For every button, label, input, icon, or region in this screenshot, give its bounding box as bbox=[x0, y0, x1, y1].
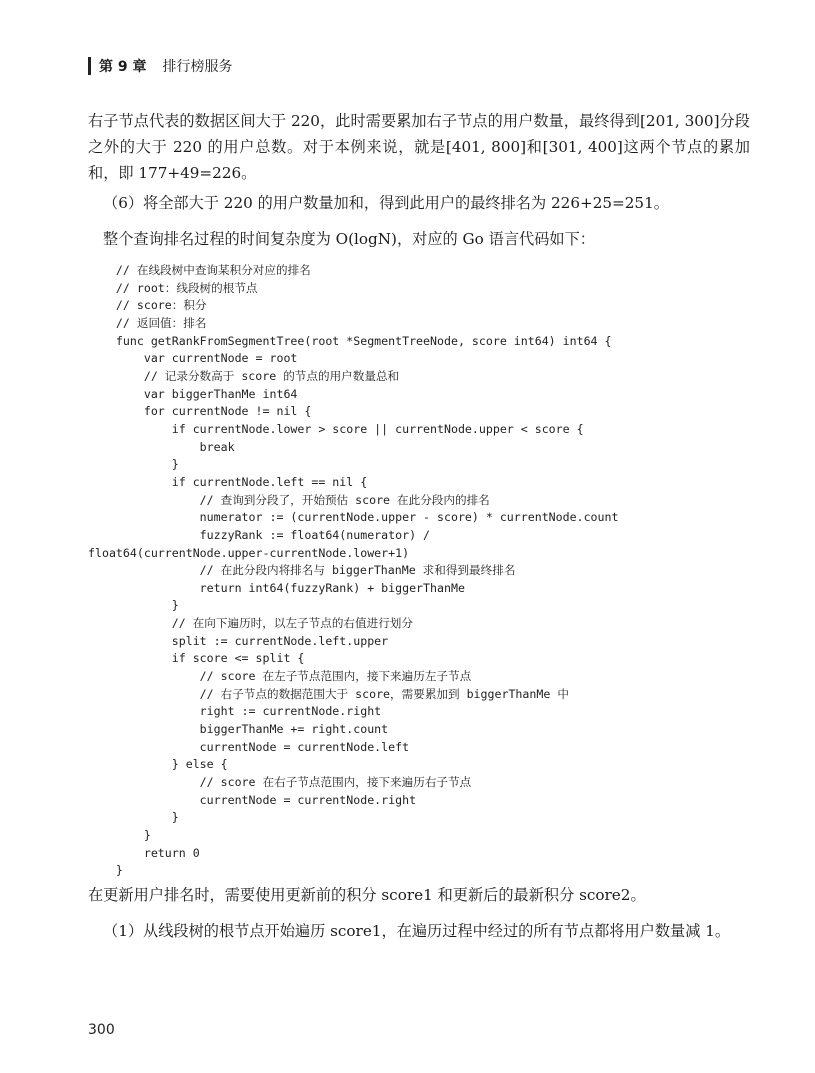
code-line: } bbox=[88, 810, 179, 825]
code-line: // score 在左子节点范围内，接下来遍历左子节点 bbox=[88, 669, 472, 684]
code-line: biggerThanMe += right.count bbox=[88, 722, 389, 737]
code-line: if score <= split { bbox=[88, 651, 305, 666]
code-line: } bbox=[88, 598, 179, 613]
code-line: } bbox=[88, 457, 179, 472]
code-line: split := currentNode.left.upper bbox=[88, 633, 389, 648]
code-line: return 0 bbox=[88, 845, 200, 860]
code-line: } bbox=[88, 863, 123, 878]
chapter-title: 排行榜服务 bbox=[162, 59, 233, 75]
code-line: // 在线段树中查询某积分对应的排名 bbox=[88, 263, 311, 277]
code-line: float64(currentNode.upper-currentNode.lower+1) bbox=[88, 545, 410, 560]
code-line: numerator := (currentNode.upper - score) * currentNode.count bbox=[88, 510, 619, 525]
code-line: // score 在右子节点范围内，接下来遍历右子节点 bbox=[88, 775, 472, 790]
page-number: 300 bbox=[88, 1022, 115, 1038]
header-bar bbox=[88, 57, 91, 75]
code-line: if currentNode.left == nil { bbox=[88, 474, 368, 489]
paragraph-step-1: （1）从线段树的根节点开始遍历 score1，在遍历过程中经过的所有节点都将用户数量减 1。 bbox=[103, 922, 731, 940]
code-line: // 查询到分段了，开始预估 score 在此分段内的排名 bbox=[88, 492, 490, 507]
code-line: for currentNode != nil { bbox=[88, 404, 312, 419]
code-line: var biggerThanMe int64 bbox=[88, 386, 298, 401]
code-line: // 右子节点的数据范围大于 score，需要累加到 biggerThanMe 中 bbox=[88, 686, 569, 701]
code-line: } else { bbox=[88, 757, 228, 772]
code-line: } bbox=[88, 828, 151, 842]
code-line: // 在向下遍历时，以左子节点的右值进行划分 bbox=[88, 616, 413, 631]
code-line: right := currentNode.right bbox=[88, 704, 382, 719]
code-line: func getRankFromSegmentTree(root *SegmentTreeNode, score int64) int64 { bbox=[88, 333, 612, 348]
code-line: // 在此分段内将排名与 biggerThanMe 求和得到最终排名 bbox=[88, 563, 516, 578]
chapter-label: 第 9 章 bbox=[99, 59, 147, 75]
code-line: break bbox=[88, 439, 235, 454]
paragraph-step-6: （6）将全部大于 220 的用户数量加和，得到此用户的最终排名为 226+25=251。 bbox=[103, 194, 669, 212]
code-line: // root：线段树的根节点 bbox=[88, 280, 258, 295]
running-header bbox=[88, 56, 233, 76]
code-block bbox=[88, 262, 748, 880]
code-line: var currentNode = root bbox=[88, 351, 298, 366]
paragraph-update: 在更新用户排名时，需要使用更新前的积分 score1 和更新后的最新积分 score2。 bbox=[88, 886, 646, 904]
code-line: fuzzyRank := float64(numerator) / bbox=[88, 527, 431, 542]
code-line: currentNode = currentNode.right bbox=[88, 792, 417, 807]
paragraph-intro: 右子节点代表的数据区间大于 220，此时需要累加右子节点的用户数量，最终得到[201, 300]分段之外的大于 220 的用户总数。对于本例来说，就是[401, 800]和[301, 400]这两个节点的累加和，即 177+49=226。 bbox=[88, 112, 750, 182]
code-line: // score：积分 bbox=[88, 298, 207, 313]
code-line: currentNode = currentNode.left bbox=[88, 739, 410, 754]
code-line: return int64(fuzzyRank) + biggerThanMe bbox=[88, 580, 465, 595]
paragraph-complexity: 整个查询排名过程的时间复杂度为 O(logN)，对应的 Go 语言代码如下： bbox=[103, 230, 595, 248]
code-line: if currentNode.lower > score || currentNode.upper < score { bbox=[88, 421, 584, 436]
code-line: // 记录分数高于 score 的节点的用户数量总和 bbox=[88, 368, 400, 383]
code-line: // 返回值：排名 bbox=[88, 315, 207, 330]
